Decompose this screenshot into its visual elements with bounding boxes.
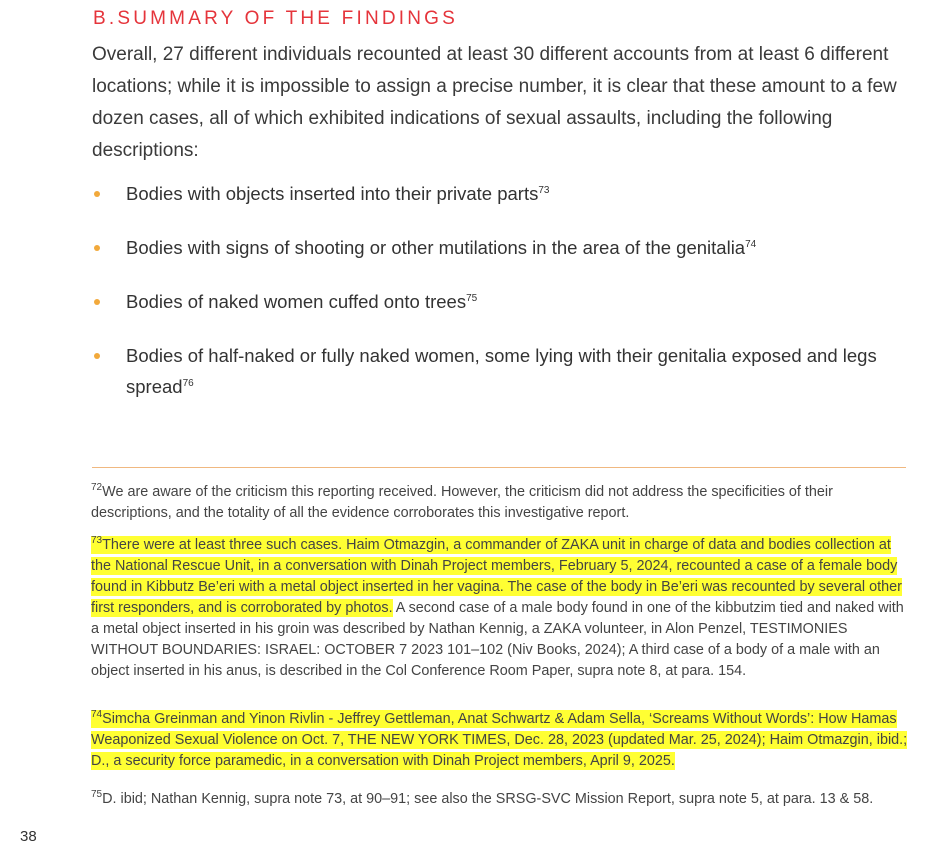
bullet-dot-icon <box>94 191 100 197</box>
highlighted-passage <box>91 710 907 770</box>
footnote-number: 73 <box>91 535 103 547</box>
finding-item <box>92 232 756 263</box>
finding-item <box>92 286 477 317</box>
intro-paragraph: Overall, 27 different individuals recounted at least 30 different accounts from at least 6 different locations; while it is impossible to assign a precise number, it is clear that these amount to a few dozen cases, all of which exhibited indications of sexual assaults, including the following descriptions: <box>92 44 897 161</box>
bullet-dot-icon <box>94 299 100 305</box>
page-number: 38 <box>20 828 37 845</box>
finding-text: Bodies with signs of shooting or other mutilations in the area of the genitalia <box>126 237 746 258</box>
footnote-ref[interactable]: 74 <box>745 238 757 250</box>
footnote-75 <box>91 789 873 810</box>
finding-item <box>92 340 912 402</box>
finding-text: Bodies of half-naked or fully naked women, some lying with their genitalia exposed and legs spread <box>126 345 877 397</box>
footnote-number: 72 <box>91 482 103 494</box>
footnote-ref[interactable]: 73 <box>538 184 550 196</box>
footnote-text: Simcha Greinman and Yinon Rivlin - Jeffrey Gettleman, Anat Schwartz & Adam Sella, ‘Screams Without Words’: How Hamas Weaponized Sexual Violence on Oct. 7, THE NEW YORK TIMES, Dec. 28, 2023 (updated Mar. 25, 2024); Haim Otmazgin, ibid.; D., a security force paramedic, in a conversation with Dinah Project members, April 9, 2025. <box>91 711 908 769</box>
finding-text: Bodies with objects inserted into their private parts <box>126 183 539 204</box>
finding-text: Bodies of naked women cuffed onto trees <box>126 291 467 312</box>
footnote-text: There were at least three such cases. Haim Otmazgin, a commander of ZAKA unit in charge of data and bodies collection at the National Rescue Unit, in a conversation with Dinah Project members, February 5, 2024, recounted a case of a female body found in Kibbutz Be’eri with a metal object inserted in her vagina. The case of the body in Be’eri was recounted by several other first responders, and is corroborated by photos. <box>91 537 902 616</box>
section-heading: B.SUMMARY OF THE FINDINGS <box>93 8 459 29</box>
bullet-dot-icon <box>94 245 100 251</box>
footnote-ref[interactable]: 75 <box>466 292 478 304</box>
footnote-ref[interactable]: 76 <box>182 377 194 389</box>
footnote-text: We are aware of the criticism this reporting received. However, the criticism did not address the specificities of their descriptions, and the totality of all the evidence corroborates this investigative report. <box>91 484 833 521</box>
footnote-number: 75 <box>91 789 103 801</box>
bullet-dot-icon <box>94 353 100 359</box>
footnote-73 <box>91 535 909 682</box>
footnote-text: D. ibid; Nathan Kennig, supra note 73, at 90–91; see also the SRSG-SVC Mission Report, supra note 5, at para. 13 & 58. <box>102 791 874 807</box>
finding-item <box>92 178 549 209</box>
footnote-number: 74 <box>91 709 103 721</box>
footnote-text: A second case of a male body found in one of the kibbutzim tied and naked with a metal object inserted in his groin was described by Nathan Kennig, a ZAKA volunteer, in Alon Penzel, TESTIMONIES WITHOUT BOUNDARIES: ISRAEL: OCTOBER 7 2023 101–102 (Niv Books, 2024); A third case of a body of a male with an object inserted in his anus, is described in the Col Conference Room Paper, supra note 8, at para. 154. <box>91 600 904 679</box>
footnote-72 <box>91 482 909 524</box>
footnote-divider <box>92 467 906 468</box>
footnote-74 <box>91 709 909 772</box>
